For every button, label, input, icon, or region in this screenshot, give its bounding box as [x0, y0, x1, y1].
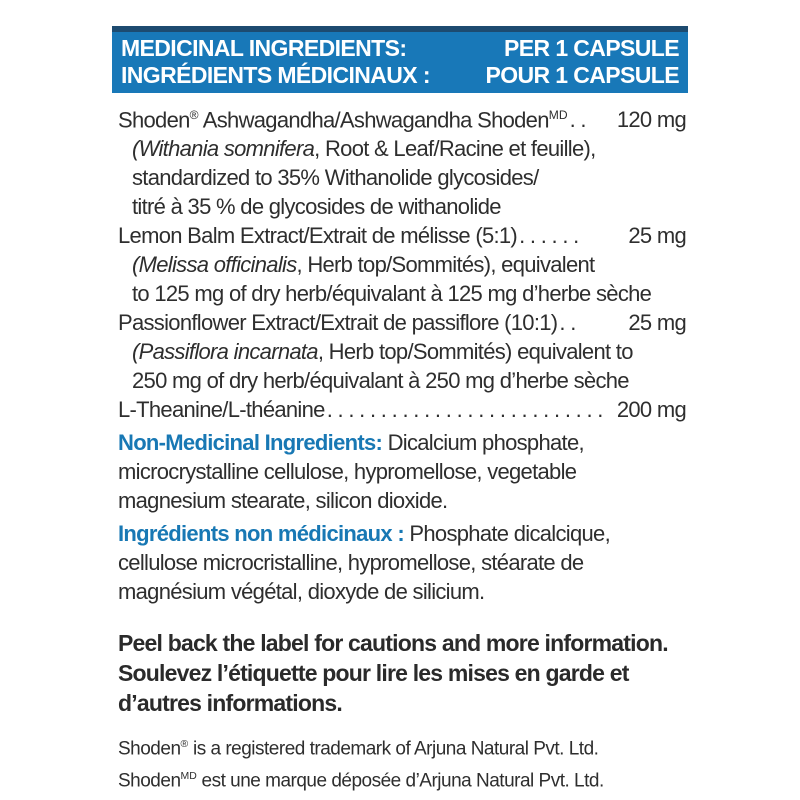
label-content — [112, 93, 688, 606]
ingredient-passionflower-name: Passionflower Extract/Extrait de passiflore (10:1) — [118, 310, 558, 336]
ingredient-l-theanine — [118, 395, 686, 424]
dot-leader: . . . . . . — [519, 223, 579, 249]
registered-mark: ® — [180, 739, 189, 751]
ingredient-passionflower-equivalent: 250 mg of dry herb/équivalant à 250 mg d’herbe sèche — [132, 368, 629, 394]
ingredient-ashwagandha — [118, 101, 686, 134]
ingredient-lemon-balm-name: Lemon Balm Extract/Extrait de mélisse (5:1) — [118, 223, 518, 249]
supplement-label-panel — [112, 26, 688, 794]
ingredient-ashwagandha-name: Shoden® Ashwagandha/Ashwagandha Shoden$^{MD}$ — [118, 107, 568, 133]
md-mark: MD — [180, 770, 197, 782]
peel-back-notice — [112, 628, 688, 718]
header-serving-en: PER 1 CAPSULE — [504, 35, 679, 61]
ingredient-passionflower-latin: (Passiflora incarnata, Herb top/Sommités) equivalent to — [132, 339, 633, 365]
ingredient-passionflower-dose: 25 mg — [628, 310, 686, 336]
ingredient-lemon-balm-dose: 25 mg — [628, 223, 686, 249]
non-medicinal-heading-en: Non-Medicinal Ingredients: — [118, 430, 383, 456]
header-row-english — [121, 35, 679, 62]
ingredient-ashwagandha-standardized-en: standardized to 35% Withanolide glycosides/ — [132, 165, 539, 191]
dot-leader: . . — [569, 107, 586, 133]
peel-back-line-fr2: d’autres informations. — [118, 690, 342, 717]
non-medicinal-section-fr — [118, 519, 686, 606]
ingredient-passionflower — [118, 308, 686, 337]
non-medicinal-fr-line2: cellulose microcristalline, hypromellose, stéarate de — [118, 550, 584, 576]
trademark-line-en: Shoden® is a registered trademark of Arjuna Natural Pvt. Ltd. — [118, 738, 599, 760]
non-medicinal-en-line3: magnesium stearate, silicon dioxide. — [118, 488, 448, 514]
dot-leader: . . . . . . . . . . . . . . . . . . . . . . . . . . — [326, 397, 603, 423]
header-title-en: MEDICINAL INGREDIENTS: — [121, 35, 407, 61]
non-medicinal-en-line2: microcrystalline cellulose, hypromellose, vegetable — [118, 459, 577, 485]
ingredient-lemon-balm — [118, 221, 686, 250]
md-mark: MD — [548, 108, 568, 122]
non-medicinal-fr-line3: magnésium végétal, dioxyde de silicium. — [118, 579, 485, 605]
ingredient-ashwagandha-standardized-fr: titré à 35 % de glycosides de withanolide — [132, 194, 501, 220]
ingredient-l-theanine-dose: 200 mg — [616, 397, 686, 423]
trademark-fine-print — [112, 731, 688, 794]
header-title-fr: INGRÉDIENTS MÉDICINAUX : — [121, 62, 430, 88]
trademark-line-fr: Shoden$^{MD}$ est une marque déposée d’Arjuna Natural Pvt. Ltd. — [118, 769, 604, 791]
non-medicinal-en-line1: Non-Medicinal Ingredients: Dicalcium phosphate, — [118, 430, 584, 456]
non-medicinal-fr-line1: Ingrédients non médicinaux : Phosphate dicalcique, — [118, 521, 610, 547]
header-serving-fr: POUR 1 CAPSULE — [485, 62, 679, 88]
ingredient-ashwagandha-latin: (Withania somnifera, Root & Leaf/Racine et feuille), — [132, 136, 596, 162]
registered-mark: ® — [189, 108, 199, 122]
ingredient-l-theanine-name: L-Theanine/L-théanine — [118, 397, 325, 423]
ingredient-ashwagandha-dose: 120 mg — [616, 107, 686, 133]
ingredient-lemon-balm-latin: (Melissa officinalis, Herb top/Sommités), equivalent — [132, 252, 595, 278]
non-medicinal-heading-fr: Ingrédients non médicinaux : — [118, 521, 404, 547]
ingredient-lemon-balm-equivalent: to 125 mg of dry herb/équivalant à 125 mg d’herbe sèche — [132, 281, 652, 307]
header-row-french — [121, 62, 679, 89]
peel-back-line-en: Peel back the label for cautions and more information. — [118, 630, 668, 657]
non-medicinal-section-en — [118, 428, 686, 515]
medicinal-ingredients-header-bar — [112, 26, 688, 93]
peel-back-line-fr1: Soulevez l’étiquette pour lire les mises en garde et — [118, 660, 629, 687]
dot-leader: . . — [559, 310, 576, 336]
